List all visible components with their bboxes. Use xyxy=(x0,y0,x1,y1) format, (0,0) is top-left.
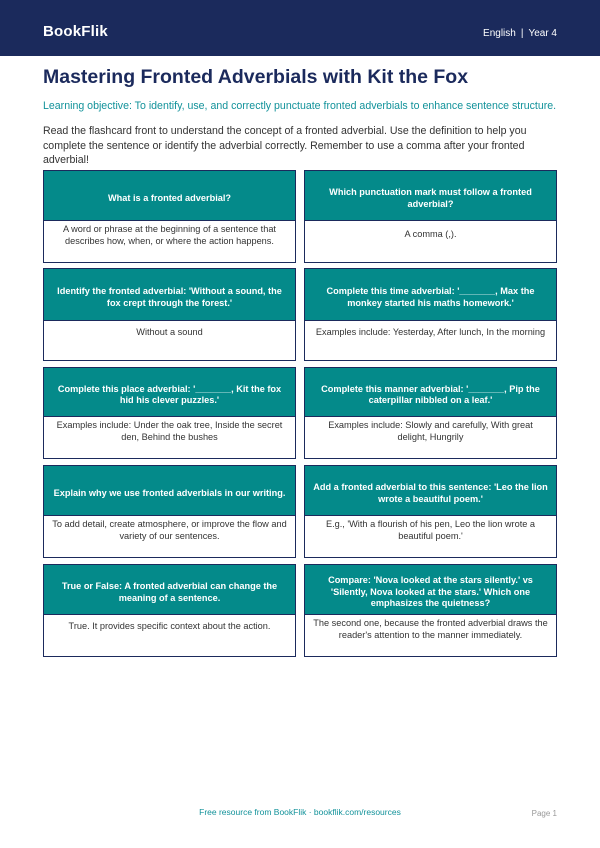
flashcard-front: Compare: 'Nova looked at the stars silently.' vs 'Silently, Nova looked at the stars.' Which one emphasizes the quietness? xyxy=(305,565,556,615)
flashcard xyxy=(43,564,296,657)
flashcard-back: Examples include: Under the oak tree, Inside the secret den, Behind the bushes xyxy=(56,420,283,442)
flashcard-front: Identify the fronted adverbial: 'Without a sound, the fox crept through the forest.' xyxy=(44,269,295,321)
flashcard xyxy=(43,367,296,459)
meta-separator: | xyxy=(520,28,524,39)
language-label: English xyxy=(483,28,516,39)
flashcard-back: The second one, because the fronted adverbial draws the reader's attention to the manner immediately. xyxy=(313,618,548,640)
flashcard-front: Complete this time adverbial: '_______, Max the monkey started his maths homework.' xyxy=(305,269,556,321)
flashcard-back: A word or phrase at the beginning of a sentence that describes how, when, or where the action happens. xyxy=(63,224,276,246)
flashcard-back: To add detail, create atmosphere, or improve the flow and variety of our sentences. xyxy=(52,519,287,541)
flashcard xyxy=(304,170,557,263)
flashcard xyxy=(304,465,557,558)
flashcard xyxy=(43,465,296,558)
page-title: Mastering Fronted Adverbials with Kit the Fox xyxy=(43,66,469,88)
flashcard-front: Add a fronted adverbial to this sentence: 'Leo the lion wrote a beautiful poem.' xyxy=(305,466,556,516)
flashcard-back: True. It provides specific context about the action. xyxy=(68,621,271,631)
flashcard-front: True or False: A fronted adverbial can change the meaning of a sentence. xyxy=(44,565,295,615)
flashcard-back: Examples include: Yesterday, After lunch, In the morning xyxy=(315,327,546,337)
page-header xyxy=(0,0,600,56)
flashcard xyxy=(304,367,557,459)
page-number: Page 1 xyxy=(531,809,557,818)
flashcard-front: Complete this place adverbial: '_______, Kit the fox hid his clever puzzles.' xyxy=(44,368,295,417)
year-label: Year 4 xyxy=(528,28,557,39)
learning-objective: Learning objective: To identify, use, and correctly punctuate fronted adverbials to enhance sentence structure. xyxy=(43,100,557,112)
flashcard-front: Explain why we use fronted adverbials in our writing. xyxy=(44,466,295,516)
flashcard-back: A comma (,). xyxy=(404,229,457,239)
footer-resource-link[interactable]: Free resource from BookFlik · bookflik.com/resources xyxy=(199,807,401,817)
flashcard xyxy=(43,170,296,263)
flashcard xyxy=(43,268,296,361)
flashcard-back: E.g., 'With a flourish of his pen, Leo the lion wrote a beautiful poem.' xyxy=(325,519,536,541)
flashcard xyxy=(304,268,557,361)
brand-logo: BookFlik xyxy=(43,23,108,40)
flashcard-back: Examples include: Slowly and carefully, With great delight, Hungrily xyxy=(328,420,533,442)
intro-paragraph: Read the flashcard front to understand the concept of a fronted adverbial. Use the definition to help you complete the sentence or identify the adverbial correctly. Remember to use a comma after your fronted adverbial! xyxy=(43,125,527,166)
flashcard-front: Complete this manner adverbial: '_______, Pip the caterpillar nibbled on a leaf.' xyxy=(305,368,556,417)
flashcard-front: Which punctuation mark must follow a fronted adverbial? xyxy=(305,171,556,221)
flashcard-front: What is a fronted adverbial? xyxy=(44,171,295,221)
header-meta xyxy=(483,27,557,41)
flashcard xyxy=(304,564,557,657)
flashcard-back: Without a sound xyxy=(136,327,203,337)
